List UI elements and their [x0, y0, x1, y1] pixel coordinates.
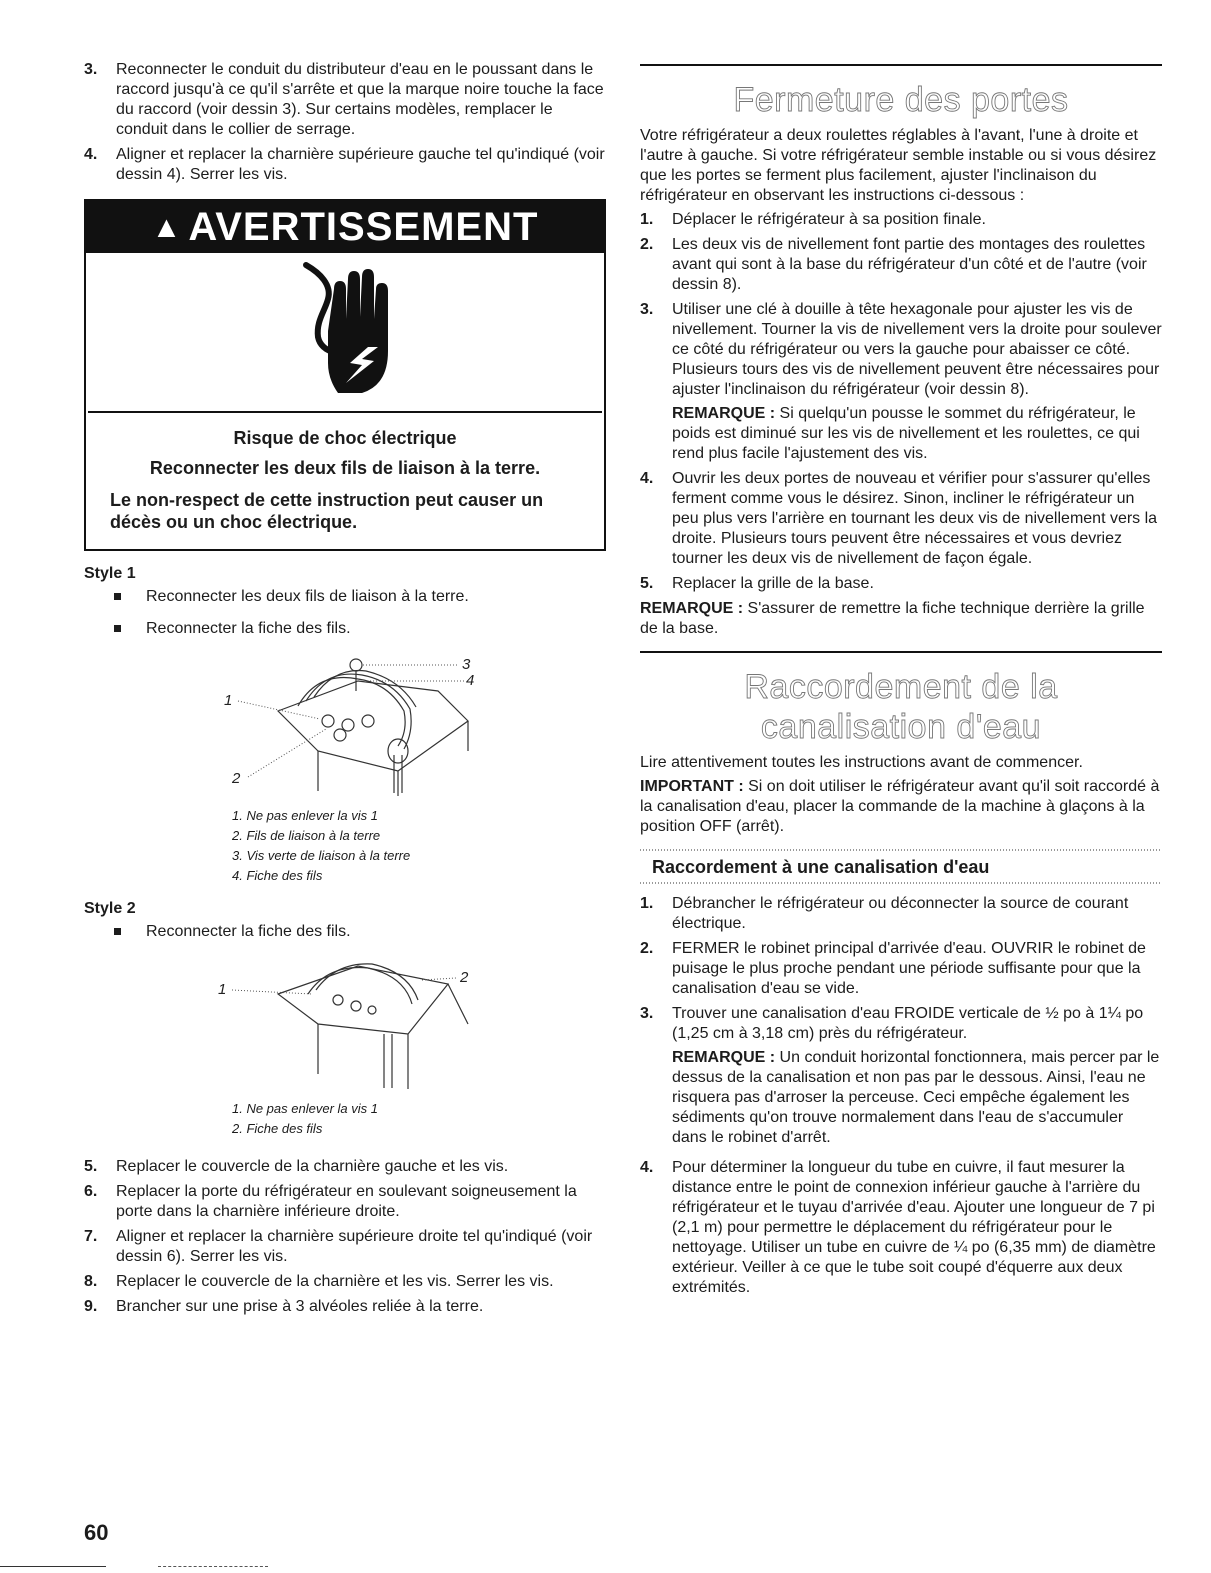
note-label: REMARQUE : [672, 1049, 776, 1066]
section-title-fermeture: Fermeture des portes [733, 81, 1069, 119]
callout-1: 1 [218, 981, 227, 998]
step-text: Trouver une canalisation d'eau FROIDE verticale de ½ po à 1¼ po (1,25 cm à 3,18 cm) près du réfrigérateur. [672, 1005, 1144, 1042]
note-text: Si quelqu'un pousse le sommet du réfrigérateur, le poids est diminué sur les vis de nivellement et les roulettes, ce qui rend plus facile l'ajustement des vis. [672, 405, 1140, 462]
step-text: Aligner et replacer la charnière supérieure droite tel qu'indiqué (voir dessin 6). Serrer les vis. [116, 1228, 593, 1265]
step-text: Replacer le couvercle de la charnière gauche et les vis. [116, 1158, 509, 1175]
page-number: 60 [84, 1520, 109, 1545]
style1-captions [84, 806, 606, 886]
step-text: Reconnecter le conduit du distributeur d'eau en le poussant dans le raccord jusqu'à ce qu'il s'arrête et que la marque noire touche la face du raccord (voir dessin 3). Sur certains modèles, remplacer le conduit dans le collier de serrage. [116, 61, 604, 138]
step-item [640, 210, 1162, 230]
step-text: Utiliser une clé à douille à tête hexagonale pour ajuster les vis de nivellement. Tourner la vis de nivellement vers la droite pour soulever ce côté du réfrigérateur ou vers la gauche pour abaisser ce côté. Plusieurs tours des vis de nivellement peuvent être nécessaires pour ajuster l'inclinaison du réfrigérateur (voir dessin 8). [672, 301, 1162, 398]
step-item [640, 894, 1162, 934]
step-number: 5. [84, 1158, 98, 1175]
style1-heading: Style 1 [84, 565, 136, 582]
step-item [640, 235, 1162, 295]
callout-2: 2 [460, 969, 469, 986]
caption-item: 3. Vis verte de liaison à la terre [232, 848, 411, 863]
style1-bullets [84, 587, 606, 639]
section-divider [640, 64, 1162, 66]
hinge-diagram-style2 [208, 954, 488, 1094]
step-text: Replacer le couvercle de la charnière et les vis. Serrer les vis. [116, 1273, 554, 1290]
step-number: 4. [640, 470, 654, 487]
warning-icon-panel [88, 253, 602, 413]
step-text: Pour déterminer la longueur du tube en cuivre, il faut mesurer la distance entre le point de connexion inférieur gauche à l'arrière du réfrigérateur et le tuyau d'arrivée d'eau. Ajouter une longueur de 7 pi (2,1 m) pour permettre le déplacement du réfrigérateur pour le nettoyage. Utiliser un tube en cuivre de ¼ po (6,35 mm) de diamètre extérieur. Veiller à ce que le tube soit coupé d'équerre aux deux extrémités. [672, 1159, 1156, 1296]
caption-item: 2. Fils de liaison à la terre [232, 828, 381, 843]
section-title-raccordement [640, 667, 1162, 747]
warning-line-1: Risque de choc électrique [233, 428, 457, 448]
section-title-line-1: Raccordement de la [744, 668, 1058, 706]
section-intro: Lire attentivement toutes les instructions avant de commencer. [640, 754, 1083, 771]
hinge-diagram-style1 [208, 651, 488, 801]
section-intro: Votre réfrigérateur a deux roulettes réglables à l'avant, l'une à droite et l'autre à gauche. Si votre réfrigérateur semble instable ou si vous désirez que les portes se ferment plus facilement, ajuster l'inclinaison du réfrigérateur en observant les instructions ci-dessous : [640, 127, 1157, 204]
step-note [672, 1048, 1162, 1148]
step-text: Ouvrir les deux portes de nouveau et vérifier pour s'assurer qu'elles ferment comme vous le désirez. Sinon, incliner le réfrigérateur un peu plus vers l'arrière en tournant les deux vis de nivellement vers la droite. Plusieurs tours peuvent être nécessaires et vous devriez tourner les deux vis de nivellement de façon égale. [672, 470, 1158, 567]
important-label: IMPORTANT : [640, 778, 744, 795]
style2-bullets [84, 922, 606, 942]
important-text: Si on doit utiliser le réfrigérateur avant qu'il soit raccordé à la canalisation d'eau, placer la commande de la machine à glaçons à la position OFF (arrêt). [640, 778, 1160, 835]
caption-item: 4. Fiche des fils [232, 868, 323, 883]
step-number: 7. [84, 1228, 98, 1245]
warning-text [86, 413, 604, 549]
warning-line-2: Reconnecter les deux fils de liaison à la terre. [149, 458, 541, 478]
note-label: REMARQUE : [672, 405, 776, 422]
remark-text: S'assurer de remettre la fiche technique derrière la grille de la base. [640, 600, 1145, 637]
step-number: 6. [84, 1183, 98, 1200]
step-number: 2. [640, 940, 654, 957]
step-item [84, 60, 606, 140]
left-column [84, 60, 606, 1322]
subheading: Raccordement à une canalisation d'eau [640, 849, 1162, 884]
step-item [640, 939, 1162, 999]
footer-dash [158, 1566, 268, 1567]
section-remark [640, 599, 1162, 639]
step-item [640, 469, 1162, 569]
step-number: 3. [640, 1005, 654, 1022]
step-number: 1. [640, 211, 654, 228]
step-number: 4. [640, 1159, 654, 1176]
step-item [640, 300, 1162, 464]
step-text: Aligner et replacer la charnière supérieure gauche tel qu'indiqué (voir dessin 4). Serrer les vis. [116, 146, 605, 183]
step-item [84, 145, 606, 185]
step-number: 1. [640, 895, 654, 912]
caption-item: 1. Ne pas enlever la vis 1 [232, 808, 378, 823]
warning-header [86, 201, 604, 253]
step-number: 5. [640, 575, 654, 592]
right-column [640, 64, 1162, 1303]
step-item [84, 1272, 606, 1292]
step-item [84, 1182, 606, 1222]
section-divider [640, 651, 1162, 653]
electric-shock-hand-icon [298, 259, 398, 405]
step-text: Déplacer le réfrigérateur à sa position finale. [672, 211, 986, 228]
step-text: Débrancher le réfrigérateur ou déconnecter la source de courant électrique. [672, 895, 1129, 932]
step-number: 8. [84, 1273, 98, 1290]
step-number: 9. [84, 1298, 98, 1315]
section-title-line-2: canalisation d'eau [760, 708, 1042, 746]
step-text: Replacer la grille de la base. [672, 575, 874, 592]
step-number: 2. [640, 236, 654, 253]
callout-3: 3 [462, 656, 471, 673]
note-text: Un conduit horizontal fonctionnera, mais percer par le dessus de la canalisation et non pas par le dessous. Ainsi, l'eau ne risquera pas d'arroser la perceuse. Ceci empêche également les sédiments qu'on trouve normalement dans l'eau de s'accumuler dans le robinet d'arrêt. [672, 1049, 1160, 1146]
step-item [84, 1227, 606, 1267]
style2-captions [84, 1099, 606, 1139]
step-note [672, 404, 1162, 464]
callout-4: 4 [466, 672, 475, 689]
warning-line-3: Le non-respect de cette instruction peut causer un décès ou un choc électrique. [110, 490, 544, 532]
step-number: 4. [84, 146, 98, 163]
step-text: Replacer la porte du réfrigérateur en soulevant soigneusement la porte dans la charnière inférieure droite. [116, 1183, 577, 1220]
style2-figure [208, 954, 606, 1099]
step-text: FERMER le robinet principal d'arrivée d'eau. OUVRIR le robinet de puisage le plus proche pendant une période suffisante pour que la canalisation d'eau se vide. [672, 940, 1146, 997]
warning-triangle-icon: ▲ [151, 211, 183, 244]
important-note [640, 777, 1162, 837]
caption-item: 1. Ne pas enlever la vis 1 [232, 1101, 378, 1116]
step-text: Les deux vis de nivellement font partie des montages des roulettes avant qui sont à la base du réfrigérateur d'un côté et de l'autre (voir dessin 8). [672, 236, 1147, 293]
step-item [84, 1157, 606, 1177]
list-item: Reconnecter la fiche des fils. [112, 922, 606, 942]
step-item [640, 574, 1162, 594]
step-item [640, 1004, 1162, 1148]
callout-1: 1 [224, 692, 233, 709]
step-number: 3. [640, 301, 654, 318]
style1-figure [208, 651, 606, 806]
warning-title: AVERTISSEMENT [188, 205, 539, 249]
remark-label: REMARQUE : [640, 600, 744, 617]
list-item: Reconnecter la fiche des fils. [112, 619, 606, 639]
step-number: 3. [84, 61, 98, 78]
caption-item: 2. Fiche des fils [232, 1121, 323, 1136]
style2-heading: Style 2 [84, 900, 136, 917]
callout-2: 2 [232, 770, 241, 787]
warning-box [84, 199, 606, 551]
footer-rule [0, 1566, 106, 1567]
list-item: Reconnecter les deux fils de liaison à la terre. [112, 587, 606, 607]
step-item [84, 1297, 606, 1317]
step-text: Brancher sur une prise à 3 alvéoles reliée à la terre. [116, 1298, 484, 1315]
step-item [640, 1158, 1162, 1298]
